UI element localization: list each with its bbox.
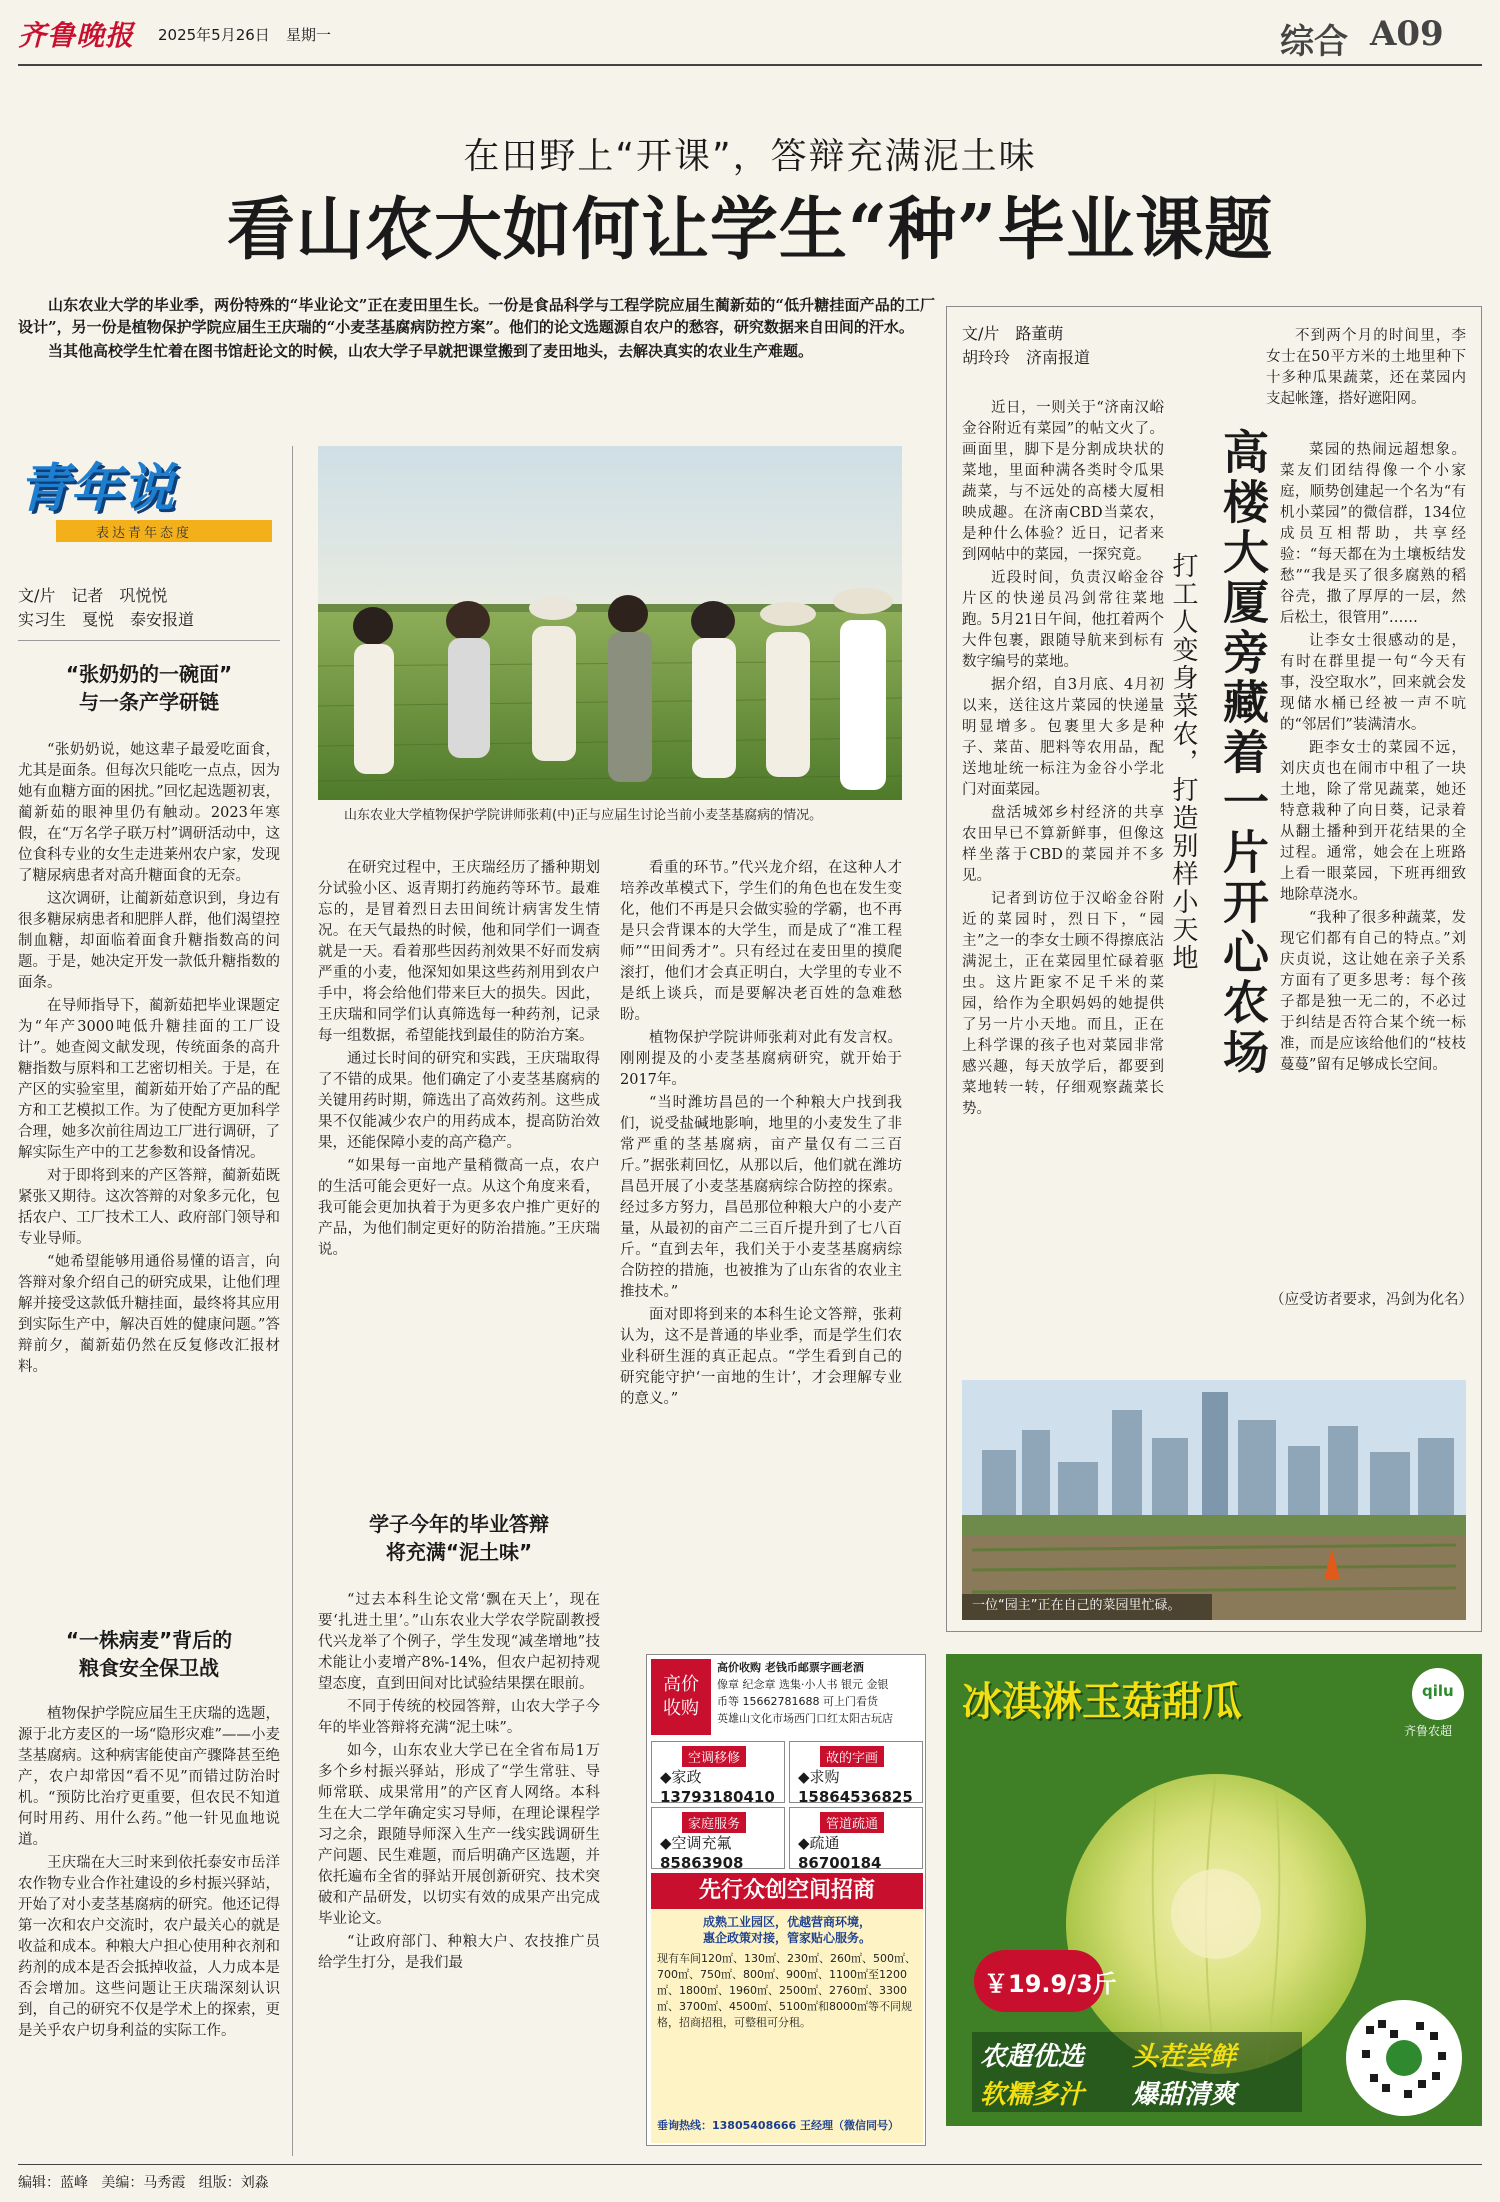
classified-cell: [789, 1741, 923, 1806]
classified-cell: [651, 1807, 785, 1872]
lead-paragraph: 山东农业大学的毕业季，两份特殊的“毕业论文”正在麦田里生长。一份是食品科学与工程学院应届生蔺新茹的“低升糖挂面产品的工厂设计”，另一份是植物保护学院应届生王庆瑞的“小麦茎基腐病防控方案”。他们的论文选题源自农户的愁容，研究数据来自田间的汗水。: [18, 296, 935, 336]
side-column-b: [1280, 440, 1466, 1266]
section-name: 综合: [1280, 22, 1348, 62]
body-paragraph: “当时潍坊昌邑的一个种粮大户找到我们，说受盐碱地影响，地里的小麦发生了非常严重的茎基腐病，亩产量仅有二三百斤。”据张莉回忆，从那以后，他们就在潍坊昌邑开展了小麦茎基腐病综合防控的探索。经过多方努力，昌邑那位种粮大户的小麦产量，从最初的亩产二三百斤提升到了七八百斤。“直到去年，我们关于小麦茎基腐病综合防控的措施，也被推为了山东省的农业主推技术。”: [620, 1095, 902, 1300]
ad-price-tag: [974, 1950, 1117, 2012]
page-number: A09: [1370, 14, 1444, 54]
section-3-title-2: 将充满“泥土味”: [385, 1540, 533, 1564]
footer-credits: [18, 2172, 269, 2192]
classified-cell-label: ◆求购: [798, 1768, 840, 1786]
ad-slogan: 头茬尝鲜: [1132, 2042, 1237, 2072]
side-paragraph: 菜园的热闹远超想象。菜友们团结得像一个小家庭，顺势创建起一个名为“有机小菜园”的微信群，134位成员互相帮助，共享经验：“每天都在为土壤板结发愁”“我是买了很多腐熟的稻谷壳，撒了厚厚的一层，然后松土，很管用”……: [1280, 442, 1466, 626]
main-photo: [318, 446, 902, 800]
classified-cell-label: ◆家政: [660, 1768, 702, 1786]
issue-date: 2025年5月26日: [158, 26, 270, 44]
body-paragraph: “如果每一亩地产量稍微高一点，农户的生活可能会更好一点。从这个角度来看，我可能会更加执着于为更多农户推广更好的产品，为他们制定更好的防治措施。”王庆瑞说。: [318, 1158, 600, 1258]
classified-cell-value: 15864536825: [798, 1788, 913, 1806]
ad-logo-text: qilu: [1422, 1682, 1454, 1700]
side-subtitle: 打工人变身菜农，打造别样小天地: [1168, 552, 1198, 972]
body-paragraph: 如今，山东农业大学已在全省布局1万多个乡村振兴驿站，形成了“学生常驻、导师常联、成果常用”的产区育人网络。本科生在大二学年确定实习导师，在理论课程学习之余，跟随导师深入生产一线实践调研生产问题、民生难题，而后明确产区选题，并依托遍布全省的驿站开展创新研究、技术突破和产品研发，以切实有效的成果产出完成毕业论文。: [318, 1743, 600, 1927]
qr-code: [1346, 2000, 1462, 2116]
side-column-a: [962, 398, 1164, 1356]
side-byline-1: 文/片 路董萌: [962, 324, 1064, 343]
column-badge: [18, 446, 280, 554]
section-1-title-2: 与一条产学研链: [79, 690, 219, 714]
classified-cell: [651, 1741, 785, 1806]
classified-left-tag: [651, 1659, 711, 1735]
footer-rule: [18, 2164, 1482, 2165]
ad-slogan: 农超优选: [980, 2042, 1085, 2072]
recruit-line-1: 成熟工业园区，优越营商环境，: [702, 1915, 871, 1929]
side-paragraph: 据介绍，自3月底、4月初以来，送往这片菜园的快递量明显增多。包裹里大多是种子、菜苗、肥料等农用品，配送地址统一标注为金谷小学北门对面菜园。: [962, 677, 1164, 798]
masthead: [18, 14, 1482, 66]
side-byline-2: 胡玲玲 济南报道: [962, 348, 1091, 367]
section-1-heading: [18, 660, 280, 716]
byline-line-1: 文/片 记者 巩悦悦: [18, 586, 168, 605]
body-paragraph: 对于即将到来的产区答辩，蔺新茹既紧张又期待。这次答辩的对象多元化，包括农户、工厂技术工人、政府部门领导和专业导师。: [18, 1168, 280, 1247]
recruit-title: 先行众创空间招商: [651, 1873, 923, 1909]
lead-paragraph: 当其他高校学生忙着在图书馆赶论文的时候，山农大学子早就把课堂搬到了麦田地头，去解决真实的农业生产难题。: [48, 342, 814, 360]
side-paragraph: “我种了很多种蔬菜，发现它们都有自己的特点。”刘庆贞说，这让她在亲子关系方面有了更多思考：每个孩子都是独一无二的，不必过于纠结是否符合某个统一标准，而是应该给他们的“枝枝蔓蔓”留有足够成长空间。: [1280, 910, 1466, 1073]
classified-top-text: [717, 1659, 922, 1727]
issue-weekday: 星期一: [286, 26, 332, 44]
side-photo-caption: 一位“园主”正在自己的菜园里忙碌。: [972, 1598, 1181, 1613]
side-paragraph: 盘活城郊乡村经济的共享农田早已不算新鲜事，但像这样坐落于CBD的菜园并不多见。: [962, 805, 1164, 884]
section-2-title-1: “一株病麦”背后的: [65, 1628, 233, 1652]
ad-logo: [1412, 1668, 1464, 1720]
classified-line: 高价收购 老钱币邮票字画老酒: [717, 1661, 864, 1674]
side-note: （应受访者要求，冯剑为化名）: [1270, 1292, 1473, 1308]
body-paragraph: 看重的环节。”代兴龙介绍，在这种人才培养改革模式下，学生们的角色也在发生变化，他们不再是只会做实验的学霸，也不再是只会背课本的大学生，而是成了“准工程师”“田间秀才”。只有经过在麦田里的摸爬滚打，他们才会真正明白，大学里的专业不是纸上谈兵，而是要解决老百姓的急难愁盼。: [620, 860, 902, 1023]
melon-ad: [946, 1654, 1482, 2126]
lead-block: [18, 294, 935, 424]
side-column-b-top: [1266, 326, 1466, 434]
classified-cell-label: ◆疏通: [798, 1834, 840, 1852]
side-paragraph: 近段时间，负责汉峪金谷片区的快递员冯剑常往菜地跑。5月21日午间，他扛着两个大件包裹，跟随导航来到标有数字编号的菜地。: [962, 570, 1164, 670]
body-paragraph: 植物保护学院应届生王庆瑞的选题，源于北方麦区的一场“隐形灾难”——小麦茎基腐病。这种病害能使亩产骤降甚至绝产，农户却常因“看不见”而错过防治时机。“预防比治疗更重要，但农民不知道何时用药、用什么药。”他一针见血地说道。: [18, 1706, 280, 1848]
classified-cell-value: 13793180410: [660, 1788, 775, 1806]
badge-slogan-bar: [56, 520, 272, 542]
section-2-heading: [18, 1626, 280, 1682]
side-paragraph: 不到两个月的时间里，李女士在50平方米的土地里种下十多种瓜果蔬菜，还在菜园内支起帐篷，搭好遮阳网。: [1266, 328, 1466, 407]
badge-title: 青年说: [18, 459, 175, 519]
header-rule: [18, 64, 1482, 66]
classified-cell-tag: 家庭服务: [682, 1812, 746, 1833]
recruit-hotline: 垂询热线：13805408666 王经理（微信同号）: [657, 2119, 900, 2132]
body-paragraph: “张奶奶说，她这辈子最爱吃面食，尤其是面条。但每次只能吃一点点，因为她有血糖方面的困扰。”回忆起选题初衷，蔺新茹的眼神里仍有触动。2023年寒假，在“万名学子联万村”调研活动中，这位食科专业的女生走进莱州农户家，发现了糖尿病患者对高升糖面食的无奈。: [18, 742, 280, 884]
body-paragraph: 植物保护学院讲师张莉对此有发言权。刚刚提及的小麦茎基腐病研究，就开始于2017年。: [620, 1030, 902, 1088]
body-paragraph: 王庆瑞在大三时来到依托泰安市岳洋农作物专业合作社建设的乡村振兴驿站，开始了对小麦茎基腐病的研究。他还记得第一次和农户交流时，农户最关心的就是收益和成本。种粮大户担心使用种衣剂和药剂的成本是否会抵掉收益，人力成本是否会增加。这些问题让王庆瑞深刻认识到，自己的研究不仅是学术上的探索，更是关乎农户切身利益的实际工作。: [18, 1855, 280, 2039]
section-1-title-1: “张奶奶的一碗面”: [65, 662, 233, 686]
ad-title: 冰淇淋玉菇甜瓜: [962, 1679, 1242, 1725]
classified-line: 像章 纪念章 选集·小人书 银元 金银: [717, 1678, 889, 1691]
footer-layout: 组版：刘淼: [198, 2175, 269, 2191]
headline-title: 看山农大如何让学生“种”毕业课题: [226, 190, 1274, 270]
byline-rule: [18, 640, 280, 641]
side-paragraph: 距李女士的菜园不远，刘庆贞也在闹市中租了一块土地，除了常见蔬菜，她还特意栽种了向日葵，记录着从翻土播种到开花结果的全过程。通常，她会在上班路上看一眼菜园，下班再细致地除草浇水。: [1280, 740, 1466, 903]
main-photo-caption: 山东农业大学植物保护学院讲师张莉(中)正与应届生讨论当前小麦茎基腐病的情况。: [344, 808, 823, 823]
ad-price: ￥19.9/3斤: [984, 1970, 1117, 1998]
side-photo: [962, 1380, 1466, 1620]
body-paragraph: “过去本科生论文常‘飘在天上’，现在要‘扎进土里’。”山东农业大学农学院副教授代兴龙举了个例子，学生发现“减垄增地”技术能让小麦增产8%-14%，但农户起初持观望态度，直到田间对比试验结果摆在眼前。: [318, 1592, 600, 1692]
body-paragraph: 不同于传统的校园答辩，山农大学子今年的毕业答辩将充满“泥土味”。: [318, 1699, 600, 1736]
badge-slogan: 表达青年态度: [96, 526, 193, 541]
article-column-1: [18, 740, 280, 1616]
footer-editor: 编辑：蓝峰: [18, 2175, 88, 2191]
body-paragraph: 在导师指导下，蔺新茹把毕业课题定为“年产3000吨低升糖挂面的工厂设计”。她查阅文献发现，传统面条的高升糖指数与原料和工艺密切相关。于是，在产区的实验室里，蔺新茹开始了产品的配方和工艺模拟工作。为了使配方更加科学合理，她多次前往周边工厂进行调研，了解实际生产中的工艺参数和设备情况。: [18, 998, 280, 1161]
classified-cell-tag: 空调移修: [682, 1746, 746, 1767]
classified-cell: [789, 1807, 923, 1872]
article-column-2b: [318, 1590, 600, 2156]
classified-cell-label: ◆空调充氟: [660, 1834, 732, 1852]
ad-brand: 齐鲁农超: [1404, 1724, 1453, 1738]
ad-slogans: [972, 2032, 1302, 2112]
recruit-box: [651, 1873, 923, 2143]
classifieds-block: [646, 1654, 926, 2146]
paper-logo: 齐鲁晚报: [18, 19, 135, 52]
article-column-1b: [18, 1704, 280, 2154]
byline-line-2: 实习生 戛悦 泰安报道: [18, 610, 195, 629]
footer-art: 美编：马秀霞: [101, 2175, 186, 2191]
body-paragraph: “她希望能够用通俗易懂的语言，向答辩对象介绍自己的研究成果，让他们理解并接受这款低升糖挂面，最终将其应用到实际生产中，解决百姓的健康问题。”答辩前夕，蔺新茹仍然在反复修改汇报材料。: [18, 1254, 280, 1375]
body-paragraph: 面对即将到来的本科生论文答辩，张莉认为，这不是普通的毕业季，而是学生们农业科研生涯的真正起点。“学生看到自己的研究能守护‘一亩地的生计’，才会理解专业的意义。”: [620, 1307, 902, 1407]
article-column-2: [318, 858, 600, 1498]
body-paragraph: “让政府部门、种粮大户、农技推广员给学生打分，是我们最: [318, 1934, 600, 1971]
body-paragraph: 通过长时间的研究和实践，王庆瑞取得了不错的成果。他们确定了小麦茎基腐病的关键用药时期，筛选出了高效药剂。这些成果不仅能减少农户的用药成本，提高防治效果，还能保障小麦的高产稳产。: [318, 1051, 600, 1151]
classified-line: 币等 15662781688 可上门看货: [717, 1695, 878, 1708]
side-byline: [962, 322, 1192, 370]
body-paragraph: 这次调研，让蔺新茹意识到，身边有很多糖尿病患者和肥胖人群，他们渴望控制血糖，却面临着面食升糖指数高的问题。于是，她决定开发一款低升糖指数的面条。: [18, 891, 280, 991]
classified-cell-tag: 管道疏通: [820, 1812, 884, 1833]
recruit-line-2: 惠企政策对接，管家贴心服务。: [702, 1931, 871, 1945]
ad-slogan: 软糯多汁: [980, 2080, 1085, 2110]
column-divider: [292, 446, 293, 2156]
section-2-title-2: 粮食安全保卫战: [79, 1656, 219, 1680]
headline-kicker: 在田野上“开课”，答辩充满泥土味: [463, 136, 1037, 177]
classified-cell-value: 85863908: [660, 1854, 744, 1872]
ad-slogan: 爆甜清爽: [1132, 2080, 1237, 2110]
body-paragraph: 在研究过程中，王庆瑞经历了播种期划分试验小区、返青期打药施药等环节。最难忘的，是冒着烈日去田间统计病害发生情况。在天气最热的时候，他和同学们一调查就是一天。看着那些因药剂效果不好而发病严重的小麦，他深知如果这些药剂用到农户手中，将会给他们带来巨大的损失。因此，王庆瑞和同学们认真筛选每一种药剂，记录每一组数据，希望能找到最佳的防治方案。: [318, 860, 600, 1044]
side-title: 高楼大厦旁藏着一片开心农场: [1216, 428, 1270, 1078]
main-byline: [18, 584, 280, 632]
classified-cell-value: 86700184: [798, 1854, 882, 1872]
recruit-detail: 现有车间120㎡、130㎡、230㎡、260㎡、500㎡、700㎡、750㎡、800㎡、900㎡、1100㎡至1200㎡、1800㎡、1960㎡、2500㎡、2760㎡、3300㎡、3700㎡、4500㎡、5100㎡和8000㎡等不同规格，招商招租，可整租可分租。: [657, 1952, 916, 2029]
classified-left-tag-text: 高价收购: [663, 1674, 699, 1719]
classified-line: 英雄山文化市场西门口红太阳古玩店: [717, 1712, 893, 1725]
side-paragraph: 让李女士很感动的是，有时在群里提一句“今天有事，没空取水”，回来就会发现储水桶已经被一声不吭的“邻居们”装满清水。: [1280, 633, 1466, 733]
section-3-title-1: 学子今年的毕业答辩: [369, 1512, 549, 1536]
side-paragraph: 近日，一则关于“济南汉峪金谷附近有菜园”的帖文火了。画面里，脚下是分割成块状的菜地，里面种满各类时令瓜果蔬菜，与不远处的高楼大厦相映成趣。在济南CBD当菜农，是种什么体验？近日，记者来到网帖中的菜园，一探究竟。: [962, 400, 1164, 563]
side-paragraph: 记者到访位于汉峪金谷附近的菜园时，烈日下，“园主”之一的李女士顾不得擦底沾满泥土，正在菜园里忙碌着驱虫。这片距家不足千米的菜园，给作为全职妈妈的她提供了另一片小天地。而且，正在上科学课的孩子也对菜园非常感兴趣，每天放学后，都要到菜地转一转，仔细观察蔬菜长势。: [962, 891, 1164, 1117]
section-3-heading: [318, 1510, 600, 1566]
classified-cell-tag: 故的字画: [820, 1746, 884, 1767]
